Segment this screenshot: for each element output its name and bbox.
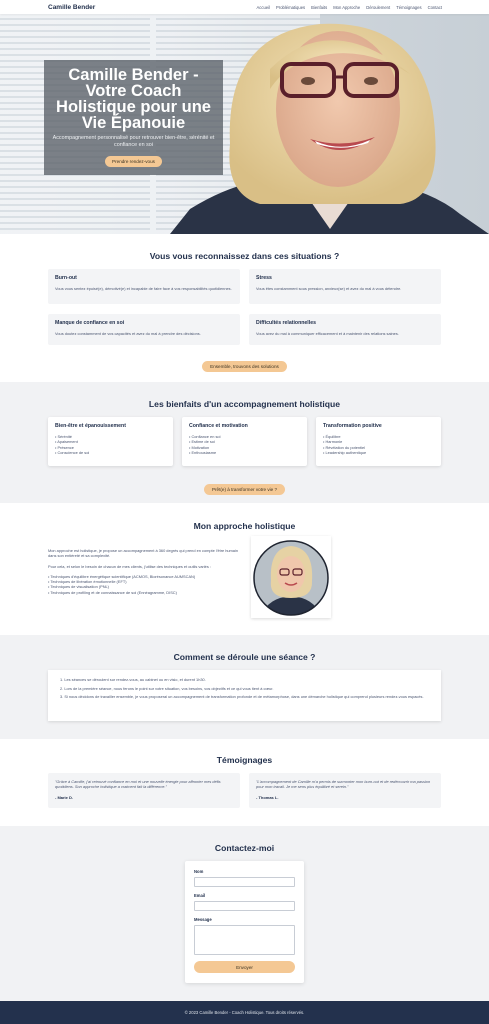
techniques-list	[48, 574, 238, 595]
approach-paragraph: Pour cela, et selon le besoin de chacun de mes clients, j'utilise des techniques et outils variés :	[48, 563, 211, 569]
approach-paragraph: Mon approche est holistique, je propose un accompagnement à 360 degrés qui prend en compte l'être humain dans son entièreté et sa complexité.	[48, 548, 238, 559]
benefit-card-wellbeing	[48, 417, 173, 466]
top-navbar	[0, 0, 489, 14]
footer-copyright: © 2023 Camille Bender - Coach Holistique. Tous droits réservés.	[184, 1010, 305, 1015]
list-item: • Équilibre	[323, 434, 434, 439]
card-title: Difficultés relationnelles	[256, 320, 316, 326]
testimonial-card	[249, 773, 441, 808]
card-text: Vous vous sentez épuisé(e), démotivé(e) et incapable de faire face à vos responsabilités quotidiennes.	[55, 286, 232, 291]
name-label: Nom	[194, 869, 204, 874]
testimonial-author: - Marie D.	[55, 794, 74, 800]
benefit-list	[189, 434, 300, 456]
situation-card-burnout	[48, 269, 240, 304]
list-item: • Leadership authentique	[323, 450, 434, 455]
message-field[interactable]	[194, 925, 295, 955]
find-solutions-button[interactable]: Ensemble, trouvons des solutions	[202, 361, 287, 372]
send-button[interactable]: Envoyer	[194, 961, 295, 973]
card-title: Stress	[256, 275, 272, 281]
benefit-card-transformation	[316, 417, 441, 466]
card-title: Burn-out	[55, 275, 77, 281]
nav-link-approche[interactable]: Mon Approche	[333, 4, 361, 10]
email-label: Email	[194, 893, 206, 898]
list-item: • Techniques de visualisation (PNL)	[48, 584, 238, 589]
session-steps-list	[60, 677, 429, 700]
hero-title: Camille Bender - Votre Coach Holistique pour une Vie Épanouie	[56, 66, 211, 132]
testimonial-author: - Thomas L.	[256, 794, 279, 800]
card-title: Manque de confiance en soi	[55, 320, 125, 326]
nav-link-accueil[interactable]: Accueil	[256, 4, 271, 10]
list-item: • Enthousiasme	[189, 450, 300, 455]
situations-title: Vous vous reconnaissez dans ces situations ?	[149, 251, 340, 261]
contact-form	[185, 861, 304, 983]
testimonial-card	[48, 773, 240, 808]
benefit-card-confidence	[182, 417, 307, 466]
hero-subtitle: Accompagnement personnalisé pour retrouver bien-être, sérénité et confiance en soi	[52, 135, 215, 148]
list-item: • Apaisement	[55, 439, 166, 444]
nav-link-problematiques[interactable]: Problématiques	[276, 4, 306, 10]
nav-link-contact[interactable]: Contact	[427, 4, 442, 10]
list-item: • Techniques d'équilibre énergétique scientifique (ACMOS, Biorésonance AUMSCAN)	[48, 574, 238, 579]
nav-link-temoignages[interactable]: Témoignages	[396, 4, 422, 10]
email-field[interactable]	[194, 901, 295, 911]
list-item: • Techniques de libération émotionnelle (EFT)	[48, 579, 238, 584]
list-item: • Sérénité	[55, 434, 166, 439]
contact-title: Contactez-moi	[214, 843, 275, 853]
situation-card-confidence	[48, 314, 240, 345]
card-title: Confiance et motivation	[189, 423, 248, 429]
book-appointment-button[interactable]: Prendre rendez-vous	[105, 156, 162, 167]
list-item: • Motivation	[189, 445, 300, 450]
card-text: Vous avez du mal à communiquer efficacement et à maintenir des relations saines.	[256, 331, 399, 336]
hero-section	[0, 14, 489, 234]
situation-card-relationships	[249, 314, 441, 345]
footer	[0, 1001, 489, 1024]
card-title: Bien-être et épanouissement	[55, 423, 126, 429]
testimonial-quote: "Grâce à Camille, j'ai retrouvé confiance en moi et une nouvelle énergie pour affronter mes défis quotidiens. Son approche holistique a vraiment fait la différence."	[55, 779, 221, 790]
benefit-list	[55, 434, 166, 456]
nav-link-deroulement[interactable]: Déroulement	[366, 4, 391, 10]
testimonials-title: Témoignages	[216, 755, 273, 765]
list-item: • Confiance en soi	[189, 434, 300, 439]
step-item: 1. Les séances se déroulent sur rendez-vous, au cabinet ou en visio, et durent 1h30.	[60, 677, 206, 682]
benefits-title: Les bienfaits d'un accompagnement holistique	[148, 399, 341, 409]
message-label: Message	[194, 917, 212, 922]
list-item: • Techniques de profiling et de connaissance de soi (Ennéagramme, DISC)	[48, 590, 238, 595]
benefit-list	[323, 434, 434, 456]
situation-card-stress	[249, 269, 441, 304]
situations-cta-row	[0, 355, 489, 373]
card-text: Vous doutez constamment de vos capacités et avez du mal à prendre des décisions.	[55, 331, 201, 336]
approach-portrait-image	[251, 536, 331, 618]
list-item: • Estime de soi	[189, 439, 300, 444]
testimonial-quote: "L'accompagnement de Camille m'a permis de surmonter mon burn-out et de redécouvrir ma passion pour mon travail. Je me sens plus équilibré et serein."	[256, 779, 431, 790]
approach-photo-frame	[251, 536, 331, 618]
hero-overlay-box	[44, 60, 223, 175]
approach-text	[48, 548, 238, 595]
session-steps-card	[48, 670, 441, 721]
list-item: • Présence	[55, 445, 166, 450]
list-item: • Révélation du potentiel	[323, 445, 434, 450]
transform-life-button[interactable]: Prêt(e) à transformer votre vie ?	[204, 484, 285, 495]
list-item: • Harmonie	[323, 439, 434, 444]
name-field[interactable]	[194, 877, 295, 887]
benefits-cta-row	[0, 478, 489, 496]
card-text: Vous êtes constamment sous pression, anxieux(se) et avez du mal à vous détendre.	[256, 286, 402, 291]
list-item: • Conscience de soi	[55, 450, 166, 455]
approach-title: Mon approche holistique	[193, 521, 296, 531]
step-item: 2. Lors de la première séance, nous ferons le point sur votre situation, vos besoins, vos objectifs et ce qui vous tient à cœur.	[60, 685, 274, 691]
brand-logo[interactable]: Camille Bender	[48, 3, 96, 11]
step-item: 3. Si nous décidons de travailler ensemble, je vous proposerai un accompagnement de transformation profonde et de métamorphose, dans une démarche holistique qui comprend plusieurs rendez-vous espacés.	[60, 694, 424, 700]
nav-link-bienfaits[interactable]: Bienfaits	[311, 4, 328, 10]
card-title: Transformation positive	[323, 423, 382, 429]
session-title: Comment se déroule une séance ?	[173, 652, 316, 662]
nav-menu	[257, 5, 442, 10]
